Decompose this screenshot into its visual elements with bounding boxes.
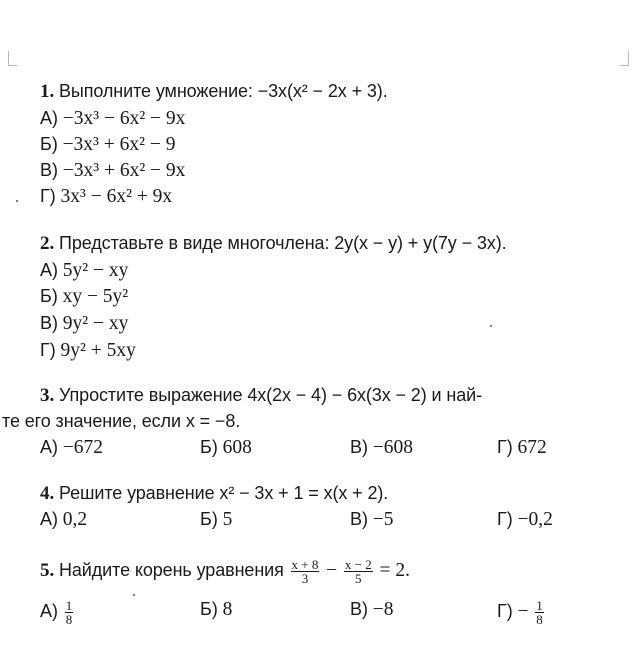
question-1-option-a [40,107,185,130]
scan-speck [133,594,135,596]
question-3-option-b [200,437,252,459]
option-letter: Б) [200,437,218,457]
option-value: −5 [372,509,394,530]
scan-speck [490,325,492,327]
option-value: 5 [222,509,233,530]
page-corner-mark-left [8,51,17,66]
question-2-option-c [40,312,128,335]
question-5-fraction-2 [344,558,373,585]
option-value: 8 [222,599,233,620]
option-fraction [65,599,74,626]
option-letter: В) [40,160,58,180]
option-value: −3x³ − 6x² − 9x [62,108,186,129]
option-value: 5y² − xy [62,260,129,281]
option-value: −3x³ + 6x² − 9x [62,160,186,181]
question-4-option-a [40,509,87,531]
option-value: 0,2 [62,509,88,530]
fraction-denominator: 8 [536,612,543,627]
question-4-option-d [497,509,553,531]
question-1-title [40,80,388,103]
fraction-denominator: 5 [355,571,362,586]
option-value: −8 [372,599,394,620]
question-5-number: 5. [40,559,55,581]
question-4-text: Решите уравнение x² − 3x + 1 = x(x + 2). [59,483,389,503]
question-3-text-line-1: Упростите выражение 4x(2x − 4) − 6x(3x − 2) и най- [59,385,482,405]
question-5-option-b [200,599,232,621]
question-3-option-d [497,437,547,459]
question-3-number: 3. [40,385,55,406]
question-1-option-b [40,133,176,156]
option-sign: − [517,600,529,622]
page-corner-mark-right [620,51,629,66]
option-letter: В) [350,599,368,619]
option-letter: Г) [497,509,513,529]
question-2-option-b [40,285,128,308]
option-value: 9y² + 5xy [60,340,136,361]
option-letter: Г) [497,437,513,457]
question-2-title [40,232,507,255]
question-5-options [40,598,620,627]
fraction-numerator: x + 8 [291,557,319,572]
scan-speck [16,200,18,202]
option-letter: Б) [200,509,218,529]
question-5-title [40,558,410,585]
question-5-option-d [497,599,546,626]
question-3-text-line-2: те его значение, если x = −8. [2,411,241,431]
option-letter: Г) [40,340,56,360]
option-letter: Б) [40,286,58,306]
fraction-numerator: 1 [536,598,543,613]
question-4-option-b [200,509,232,531]
question-3-text-line-2-row [2,410,240,433]
question-5-fraction-1 [291,558,320,585]
option-value: −608 [372,437,413,458]
option-letter: В) [40,313,58,333]
question-4-option-c [350,509,394,531]
option-letter: А) [40,437,58,457]
fraction-numerator: x − 2 [344,557,372,572]
question-2-number: 2. [40,233,55,254]
question-3-option-a [40,437,103,459]
question-4-options [40,509,620,533]
question-4-title [40,482,388,505]
fraction-denominator: 3 [301,571,309,586]
question-1-number: 1. [40,81,55,102]
question-1-option-c [40,159,185,182]
option-letter: А) [40,260,58,280]
question-2-text: Представьте в виде многочлена: 2y(x − y) + y(7y − 3x). [59,233,507,253]
option-letter: В) [350,509,368,529]
option-letter: А) [40,600,58,621]
question-3-title [40,384,482,407]
option-letter: Б) [200,599,218,619]
option-letter: Г) [40,186,56,206]
fraction-numerator: 1 [65,598,73,613]
question-1-option-d [40,185,172,208]
question-2-option-d [40,339,136,362]
question-4-number: 4. [40,483,55,504]
option-value: xy − 5y² [62,286,129,307]
question-5-option-c [350,599,394,621]
question-5-option-a [40,599,75,626]
option-letter: А) [40,108,58,128]
option-letter: Г) [497,600,513,621]
question-3-option-c [350,437,413,459]
option-letter: А) [40,509,58,529]
question-5-minus: − [326,559,338,581]
option-value: 3x³ − 6x² + 9x [60,186,173,207]
option-value: 608 [222,437,252,458]
option-letter: В) [350,437,368,457]
question-1-text: Выполните умножение: −3x(x² − 2x + 3). [59,81,388,101]
question-2-option-a [40,259,128,282]
question-5-rhs: = 2. [379,559,410,581]
option-letter: Б) [40,134,58,154]
question-5-text: Найдите корень уравнения [59,559,284,580]
question-3-options [40,437,620,461]
option-fraction [535,599,544,626]
fraction-denominator: 8 [65,612,73,627]
option-value: −3x³ + 6x² − 9 [62,134,176,155]
option-value: 9y² − xy [62,313,129,334]
option-value: −672 [62,437,103,458]
option-value: −0,2 [517,509,553,530]
option-value: 672 [517,437,547,458]
